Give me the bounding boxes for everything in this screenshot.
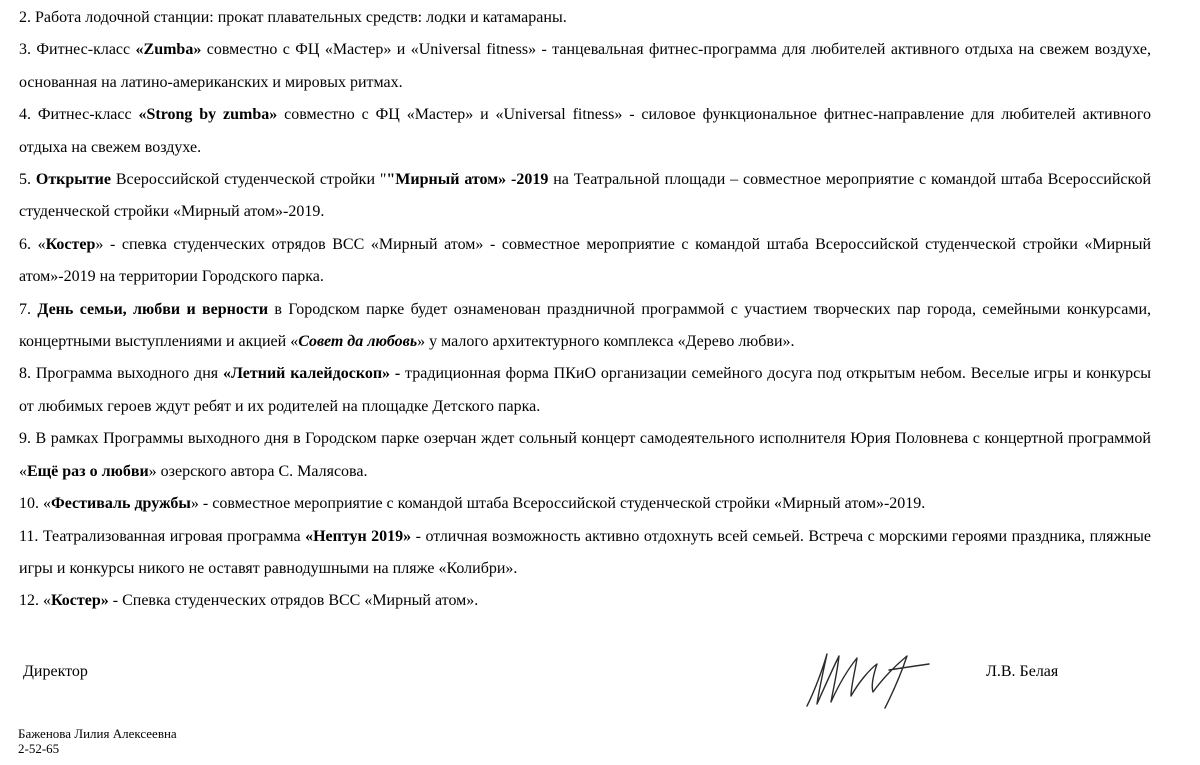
list-item <box>19 164 1151 229</box>
signature-image <box>793 646 933 714</box>
item-text: совместно с ФЦ «Мастер» и «Universal fitness» - силовое функциональное фитнес-направление для любителей активного отдыха на свежем воздухе. <box>19 106 1152 156</box>
item-text: - Спевка студенческих отрядов ВСС «Мирный атом». <box>108 592 479 610</box>
item-text: » - спевка студенческих отрядов ВСС «Мирный атом» - совместное мероприятие с командой штаба Всероссийской студенческой стройки «Мирный атом»-2019 на территории Городского парка. <box>19 235 1152 286</box>
item-text: 5. <box>19 171 36 189</box>
item-emphasis: Совет да любовь <box>298 333 418 351</box>
item-text: 8. Программа выходного дня <box>19 365 223 383</box>
list-item <box>19 423 1151 488</box>
executor-name: Баженова Лилия Алексеевна <box>18 726 177 741</box>
item-text: 3. Фитнес-класс <box>19 41 136 59</box>
item-emphasis: День семьи, любви и верности <box>37 300 269 318</box>
item-text: 9. В рамках Программы выходного дня в Городском парке озерчан ждет сольный концерт самодеятельного исполнителя Юрия Половнева с концертной программой « <box>19 430 1151 480</box>
list-item <box>19 521 1151 586</box>
item-text: » озерского автора С. Малясова. <box>148 462 368 480</box>
signatory-name: Л.В. Белая <box>986 663 1059 680</box>
item-text: 11. Театрализованная игровая программа <box>19 527 306 545</box>
item-text: в Городском парке будет ознаменован праздничной программой с участием творческих пар города, семейными конкурсами, концертными выступлениями и акцией « <box>19 300 1152 351</box>
item-text: 6. « <box>19 235 46 253</box>
executor-block <box>18 726 177 756</box>
item-text: » у малого архитектурного комплекса «Дерево любви». <box>417 333 795 351</box>
item-text: 10. « <box>19 495 51 513</box>
item-text: » - совместное мероприятие с командой штаба Всероссийской студенческой стройки «Мирный атом»-2019. <box>190 495 926 513</box>
item-text: 4. Фитнес-класс <box>19 106 139 124</box>
list-item <box>19 34 1151 99</box>
list-item <box>19 294 1151 359</box>
signature-title: Директор <box>23 663 88 680</box>
item-text: 7. <box>19 300 38 318</box>
item-emphasis: Костер <box>45 235 96 253</box>
item-emphasis: "Мирный атом» -2019 <box>386 171 549 189</box>
list-item <box>19 2 1151 34</box>
list-item <box>19 229 1151 294</box>
item-text: 12. « <box>19 592 51 610</box>
item-text: Всероссийской студенческой стройки " <box>110 171 387 189</box>
document-body <box>19 2 1151 618</box>
item-emphasis: «Нептун 2019» <box>305 527 412 545</box>
item-emphasis: «Zumba» <box>135 41 202 59</box>
item-emphasis: «Летний калейдоскоп» - <box>222 365 401 383</box>
item-text: традиционная форма ПКиО организации семейного досуга под открытым небом. Веселые игры и конкурсы от любимых героев ждут ребят и их родителей на площадке Детского парка. <box>19 365 1152 415</box>
item-text: - отличная возможность активно отдохнуть всей семьей. Встреча с морскими героями праздника, пляжные игры и конкурсы никого не оставят равнодушными на пляже «Колибри». <box>19 527 1151 577</box>
item-emphasis: Ещё раз о любви <box>27 462 149 480</box>
item-text: 2. Работа лодочной станции: прокат плавательных средств: лодки и катамараны. <box>19 9 567 26</box>
list-item <box>19 358 1151 423</box>
item-text: совместно с ФЦ «Мастер» и «Universal fitness» - танцевальная фитнес-программа для любителей активного отдыха на свежем воздухе, основанная на латино-американских и мировых ритмах. <box>19 41 1152 91</box>
item-emphasis: «Strong by zumba» <box>138 106 278 124</box>
list-item <box>19 585 1151 617</box>
executor-phone: 2-52-65 <box>18 741 60 756</box>
item-text: на Театральной площади – совместное мероприятие с командой штаба Всероссийской студенческой стройки «Мирный атом»-2019. <box>19 171 1152 221</box>
item-emphasis: Фестиваль дружбы <box>51 495 191 513</box>
item-emphasis: Костер» <box>51 592 109 610</box>
item-emphasis: Открытие <box>35 171 111 189</box>
list-item <box>19 488 1151 520</box>
list-item <box>19 99 1151 164</box>
